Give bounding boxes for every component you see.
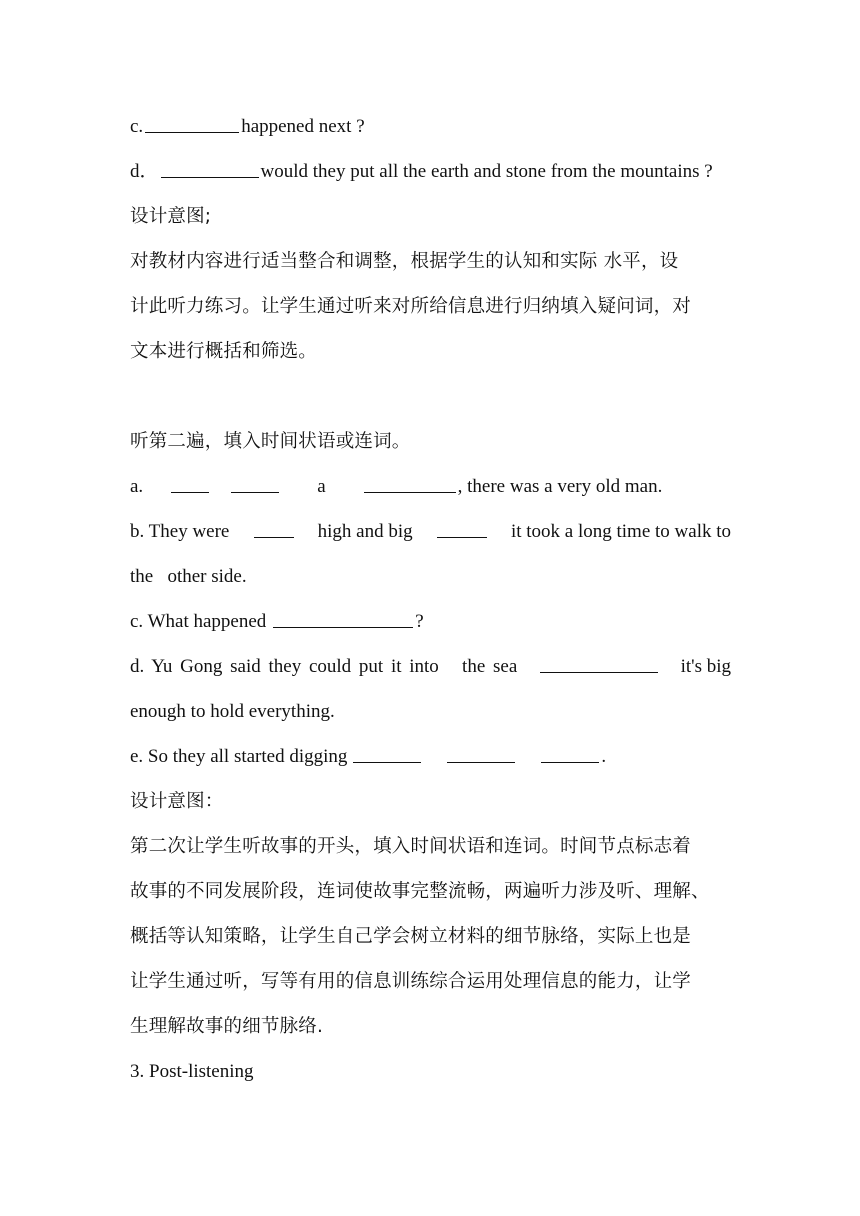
answer-blank <box>231 472 279 493</box>
design-heading-2: 设计意图： <box>130 791 224 812</box>
question-d-prefix: d． <box>130 161 159 182</box>
design-line-1-1: 对教材内容进行适当整合和调整，根据学生的认知和实际 水平，设 <box>130 251 679 272</box>
design-line-1-2: 计此听力练习。让学生通过听来对所给信息进行归纳填入疑问词，对 <box>130 296 692 317</box>
question-c-suffix: happened next ? <box>241 116 365 137</box>
fill-item-e-suffix: . <box>601 746 607 767</box>
fill-item-b-part1: b. They were <box>130 521 230 542</box>
design-line-2-3: 概括等认知策略，让学生自己学会树立材料的细节脉络，实际上也是 <box>130 926 692 947</box>
answer-blank <box>540 652 658 673</box>
answer-blank <box>145 112 239 133</box>
answer-blank <box>273 607 413 628</box>
fill-item-c-suffix: ? <box>415 611 424 632</box>
fill-item-a-suffix: , there was a very old man. <box>457 476 663 497</box>
fill-item-b <box>130 517 731 562</box>
fill-item-e-prefix: e. So they all started digging <box>130 746 348 767</box>
spacer <box>130 382 731 427</box>
fill-item-d-part1: d. Yu Gong said they could put it into the sea <box>130 656 518 677</box>
fill-item-d-line2: enough to hold everything. <box>130 701 335 722</box>
question-d <box>130 157 731 202</box>
question-d-suffix: would they put all the earth and stone from the mountains ? <box>260 161 713 182</box>
fill-item-d-part2: it's big <box>680 656 731 677</box>
design-line-2-5: 生理解故事的细节脉络. <box>130 1016 324 1037</box>
listening-instruction: 听第二遍，填入时间状语或连词。 <box>130 431 411 452</box>
section-heading-post-listening: 3. Post-listening <box>130 1061 254 1082</box>
design-heading-1: 设计意图; <box>130 206 212 227</box>
answer-blank <box>161 157 259 178</box>
question-c <box>130 112 731 157</box>
answer-blank <box>254 517 294 538</box>
question-c-prefix: c. <box>130 116 144 137</box>
design-line-2-4: 让学生通过听，写等有用的信息训练综合运用处理信息的能力，让学 <box>130 971 692 992</box>
fill-item-a <box>130 472 731 517</box>
design-line-1-3: 文本进行概括和筛选。 <box>130 341 318 362</box>
design-line-2-2: 故事的不同发展阶段，连词使故事完整流畅，两遍听力涉及听、理解、 <box>130 881 710 902</box>
fill-item-d-continued <box>130 697 731 742</box>
answer-blank <box>447 742 515 763</box>
fill-item-b-part2: high and big <box>317 521 413 542</box>
answer-blank <box>353 742 421 763</box>
document-page <box>130 112 731 1102</box>
fill-item-d <box>130 652 731 697</box>
fill-item-b-part3: it took a long time to walk to <box>510 521 731 542</box>
answer-blank <box>541 742 599 763</box>
answer-blank <box>171 472 209 493</box>
fill-item-c-prefix: c. What happened <box>130 611 267 632</box>
fill-item-e <box>130 742 731 787</box>
design-line-2-1: 第二次让学生听故事的开头，填入时间状语和连词。时间节点标志着 <box>130 836 692 857</box>
fill-item-c <box>130 607 731 652</box>
fill-item-a-word: a <box>317 476 326 497</box>
fill-item-a-prefix: a. <box>130 476 144 497</box>
answer-blank <box>364 472 456 493</box>
answer-blank <box>437 517 487 538</box>
fill-item-b-line2: the other side. <box>130 566 247 587</box>
fill-item-b-continued <box>130 562 731 607</box>
